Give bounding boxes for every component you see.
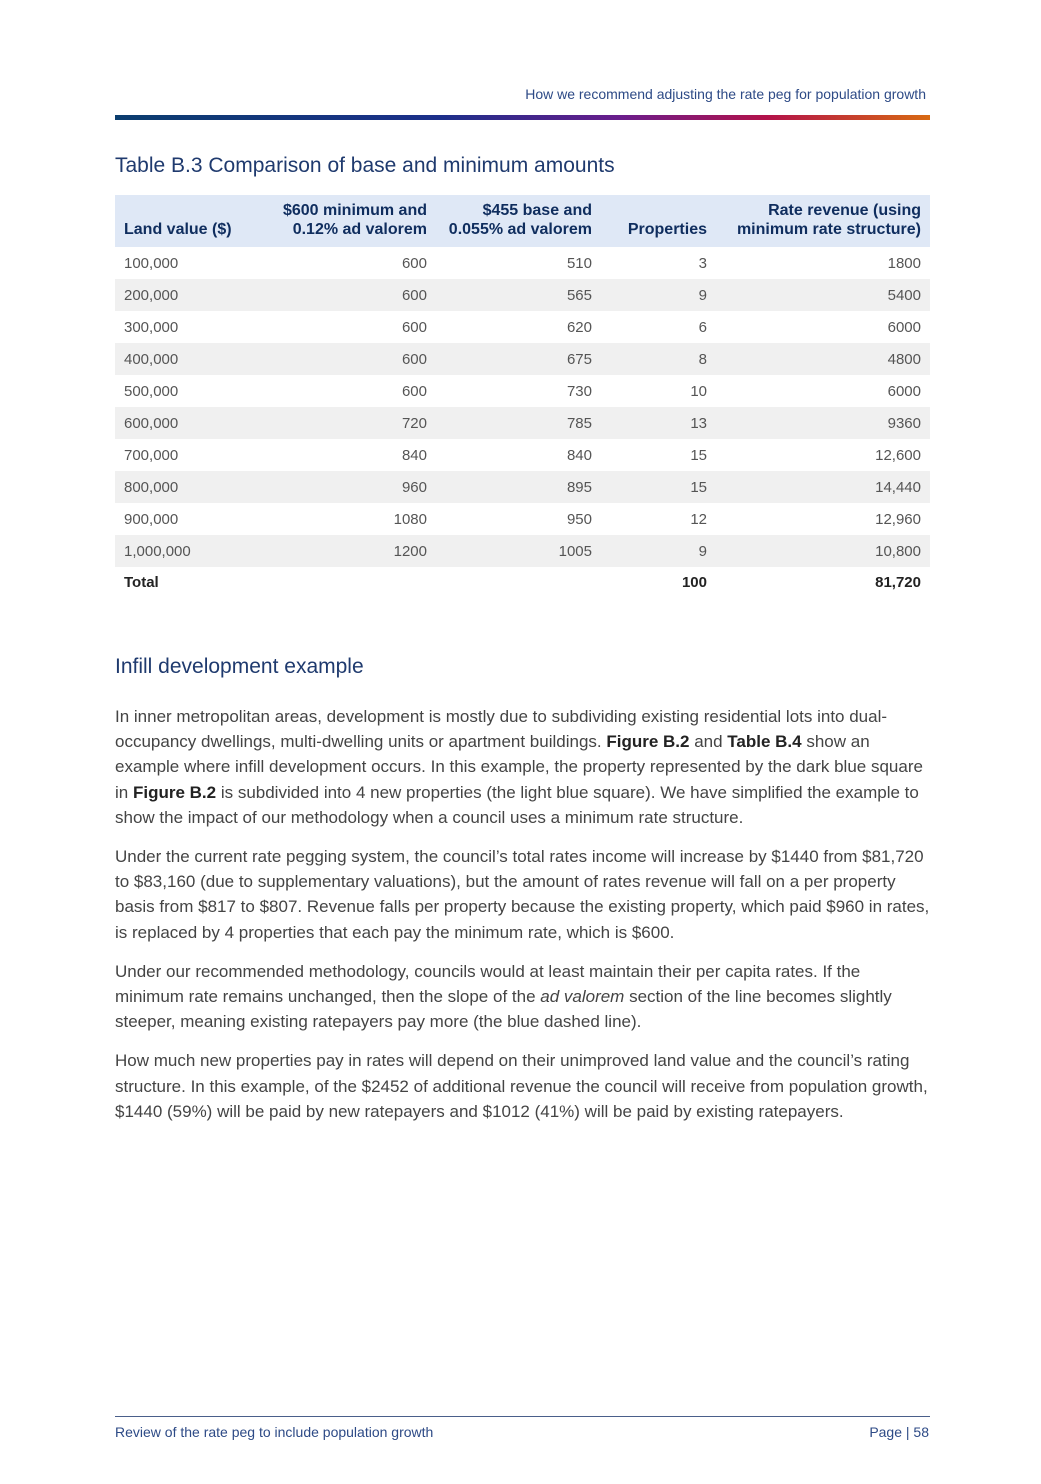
p3-text-a: Under our recommended methodology, councils would at least maintain their per capita rates. If the minimum rate remains unchanged, then the slope of the <box>115 961 861 1007</box>
p1-text-c: is subdivided into 4 new properties (the light blue square). We have simplified the example to show the impact of our methodology when a council uses a minimum rate structure. <box>115 782 919 827</box>
col-header-land-value: Land value ($) <box>115 195 253 247</box>
cell-properties: 6 <box>698 318 707 336</box>
cell-base: 1005 <box>436 535 601 567</box>
cell-base: 675 <box>436 343 601 375</box>
cell-land-value: 600,000 <box>115 407 253 439</box>
cell-revenue: 6000 <box>887 318 921 336</box>
table-header-row <box>115 195 930 247</box>
paragraph-3 <box>115 959 930 1035</box>
cell-revenue: 9360 <box>716 407 930 439</box>
p1-and: and <box>689 732 728 752</box>
body-text <box>115 704 930 1138</box>
cell-base: 840 <box>566 446 592 464</box>
cell-base: 730 <box>566 382 592 400</box>
table-row <box>115 535 930 567</box>
cell-base: 785 <box>436 407 601 439</box>
cell-revenue: 14,440 <box>716 471 930 503</box>
col-header-base: $455 base and 0.055% ad valorem <box>436 195 601 247</box>
table-row <box>115 503 930 535</box>
cell-minimum: 600 <box>401 382 427 400</box>
header-gradient-rule <box>115 115 930 120</box>
table-row <box>115 375 930 407</box>
cell-properties: 3 <box>698 254 707 272</box>
cell-land-value: 700,000 <box>124 446 179 464</box>
total-label: Total <box>124 573 159 591</box>
figure-ref-link[interactable]: Figure B.2 <box>606 732 690 752</box>
table-row <box>115 279 930 311</box>
section-heading: Infill development example <box>115 655 364 678</box>
cell-minimum: 600 <box>253 343 436 375</box>
cell-properties: 12 <box>690 510 707 528</box>
footer-document-title: Review of the rate peg to include population growth <box>115 1424 434 1440</box>
running-header: How we recommend adjusting the rate peg for population growth <box>525 86 926 102</box>
cell-base: 895 <box>436 471 601 503</box>
cell-land-value: 100,000 <box>124 254 179 272</box>
cell-base: 950 <box>566 510 592 528</box>
cell-properties: 9 <box>601 535 716 567</box>
cell-land-value: 300,000 <box>124 318 179 336</box>
cell-revenue: 12,600 <box>875 446 921 464</box>
cell-properties: 15 <box>690 446 707 464</box>
cell-land-value: 1,000,000 <box>115 535 253 567</box>
footer-rule <box>115 1416 930 1417</box>
cell-base: 510 <box>566 254 592 272</box>
table-row <box>115 407 930 439</box>
table-title: Table B.3 Comparison of base and minimum amounts <box>115 154 615 177</box>
table-row <box>115 343 930 375</box>
cell-minimum: 1080 <box>393 510 427 528</box>
cell-land-value: 200,000 <box>115 279 253 311</box>
total-empty-cell <box>253 567 436 597</box>
cell-minimum: 600 <box>401 318 427 336</box>
p1-text-a: In inner metropolitan areas, development is mostly due to subdividing existing residential lots into dual-occupancy dwellings, multi-dwelling units or apartment buildings. <box>115 707 888 752</box>
table-ref-link[interactable]: Table B.4 <box>727 732 802 752</box>
paragraph-1 <box>115 704 930 830</box>
cell-minimum: 600 <box>401 254 427 272</box>
cell-revenue: 1800 <box>887 254 921 272</box>
total-properties: 100 <box>681 573 707 591</box>
table-row <box>115 471 930 503</box>
footer-page-number: Page | 58 <box>869 1424 929 1440</box>
cell-minimum: 600 <box>253 279 436 311</box>
paragraph-4: How much new properties pay in rates will depend on their unimproved land value and the council’s rating structure. In this example, of the $2452 of additional revenue the council will receive from population growth, $1440 (59%) will be paid by new ratepayers and $1012 (41%) will be paid by existing ratepayers. <box>115 1051 928 1121</box>
cell-land-value: 400,000 <box>115 343 253 375</box>
col-header-properties: Properties <box>601 195 716 247</box>
cell-revenue: 4800 <box>716 343 930 375</box>
cell-minimum: 1200 <box>253 535 436 567</box>
cell-base: 620 <box>566 318 592 336</box>
table-row <box>115 247 930 279</box>
col-header-minimum: $600 minimum and 0.12% ad valorem <box>253 195 436 247</box>
comparison-table <box>115 195 930 597</box>
p3-text-b: section of the line becomes slightly steeper, meaning existing ratepayers pay more (the blue dashed line). <box>115 987 892 1032</box>
table-row <box>115 311 930 343</box>
cell-land-value: 900,000 <box>124 510 179 528</box>
cell-properties: 10 <box>690 382 707 400</box>
col-header-rate-revenue: Rate revenue (using minimum rate structure) <box>716 195 930 247</box>
cell-minimum: 720 <box>253 407 436 439</box>
cell-land-value: 500,000 <box>124 382 179 400</box>
cell-revenue: 12,960 <box>875 510 921 528</box>
p1-text-b: show an example where infill development occurs. In this example, the property represented by the dark blue square in <box>115 732 923 802</box>
cell-properties: 9 <box>601 279 716 311</box>
total-revenue: 81,720 <box>875 573 921 591</box>
figure-ref-link-2[interactable]: Figure B.2 <box>132 782 217 802</box>
cell-revenue: 10,800 <box>716 535 930 567</box>
cell-minimum: 960 <box>253 471 436 503</box>
table-row <box>115 439 930 471</box>
total-empty-cell <box>436 567 601 597</box>
cell-properties: 15 <box>601 471 716 503</box>
table-total-row <box>115 567 930 597</box>
cell-revenue: 5400 <box>716 279 930 311</box>
cell-base: 565 <box>436 279 601 311</box>
cell-revenue: 6000 <box>887 382 921 400</box>
cell-minimum: 840 <box>401 446 427 464</box>
cell-properties: 13 <box>601 407 716 439</box>
p3-emphasis: ad valorem <box>540 987 625 1007</box>
paragraph-2: Under the current rate pegging system, the council’s total rates income will increase by $1440 from $81,720 to $83,160 (due to supplementary valuations), but the amount of rates revenue will fall on a per property basis from $817 to $807. Revenue falls per property because the existing property, which paid $960 in rates, is replaced by 4 properties that each pay the minimum rate, which is $600. <box>115 847 930 942</box>
cell-properties: 8 <box>601 343 716 375</box>
cell-land-value: 800,000 <box>115 471 253 503</box>
